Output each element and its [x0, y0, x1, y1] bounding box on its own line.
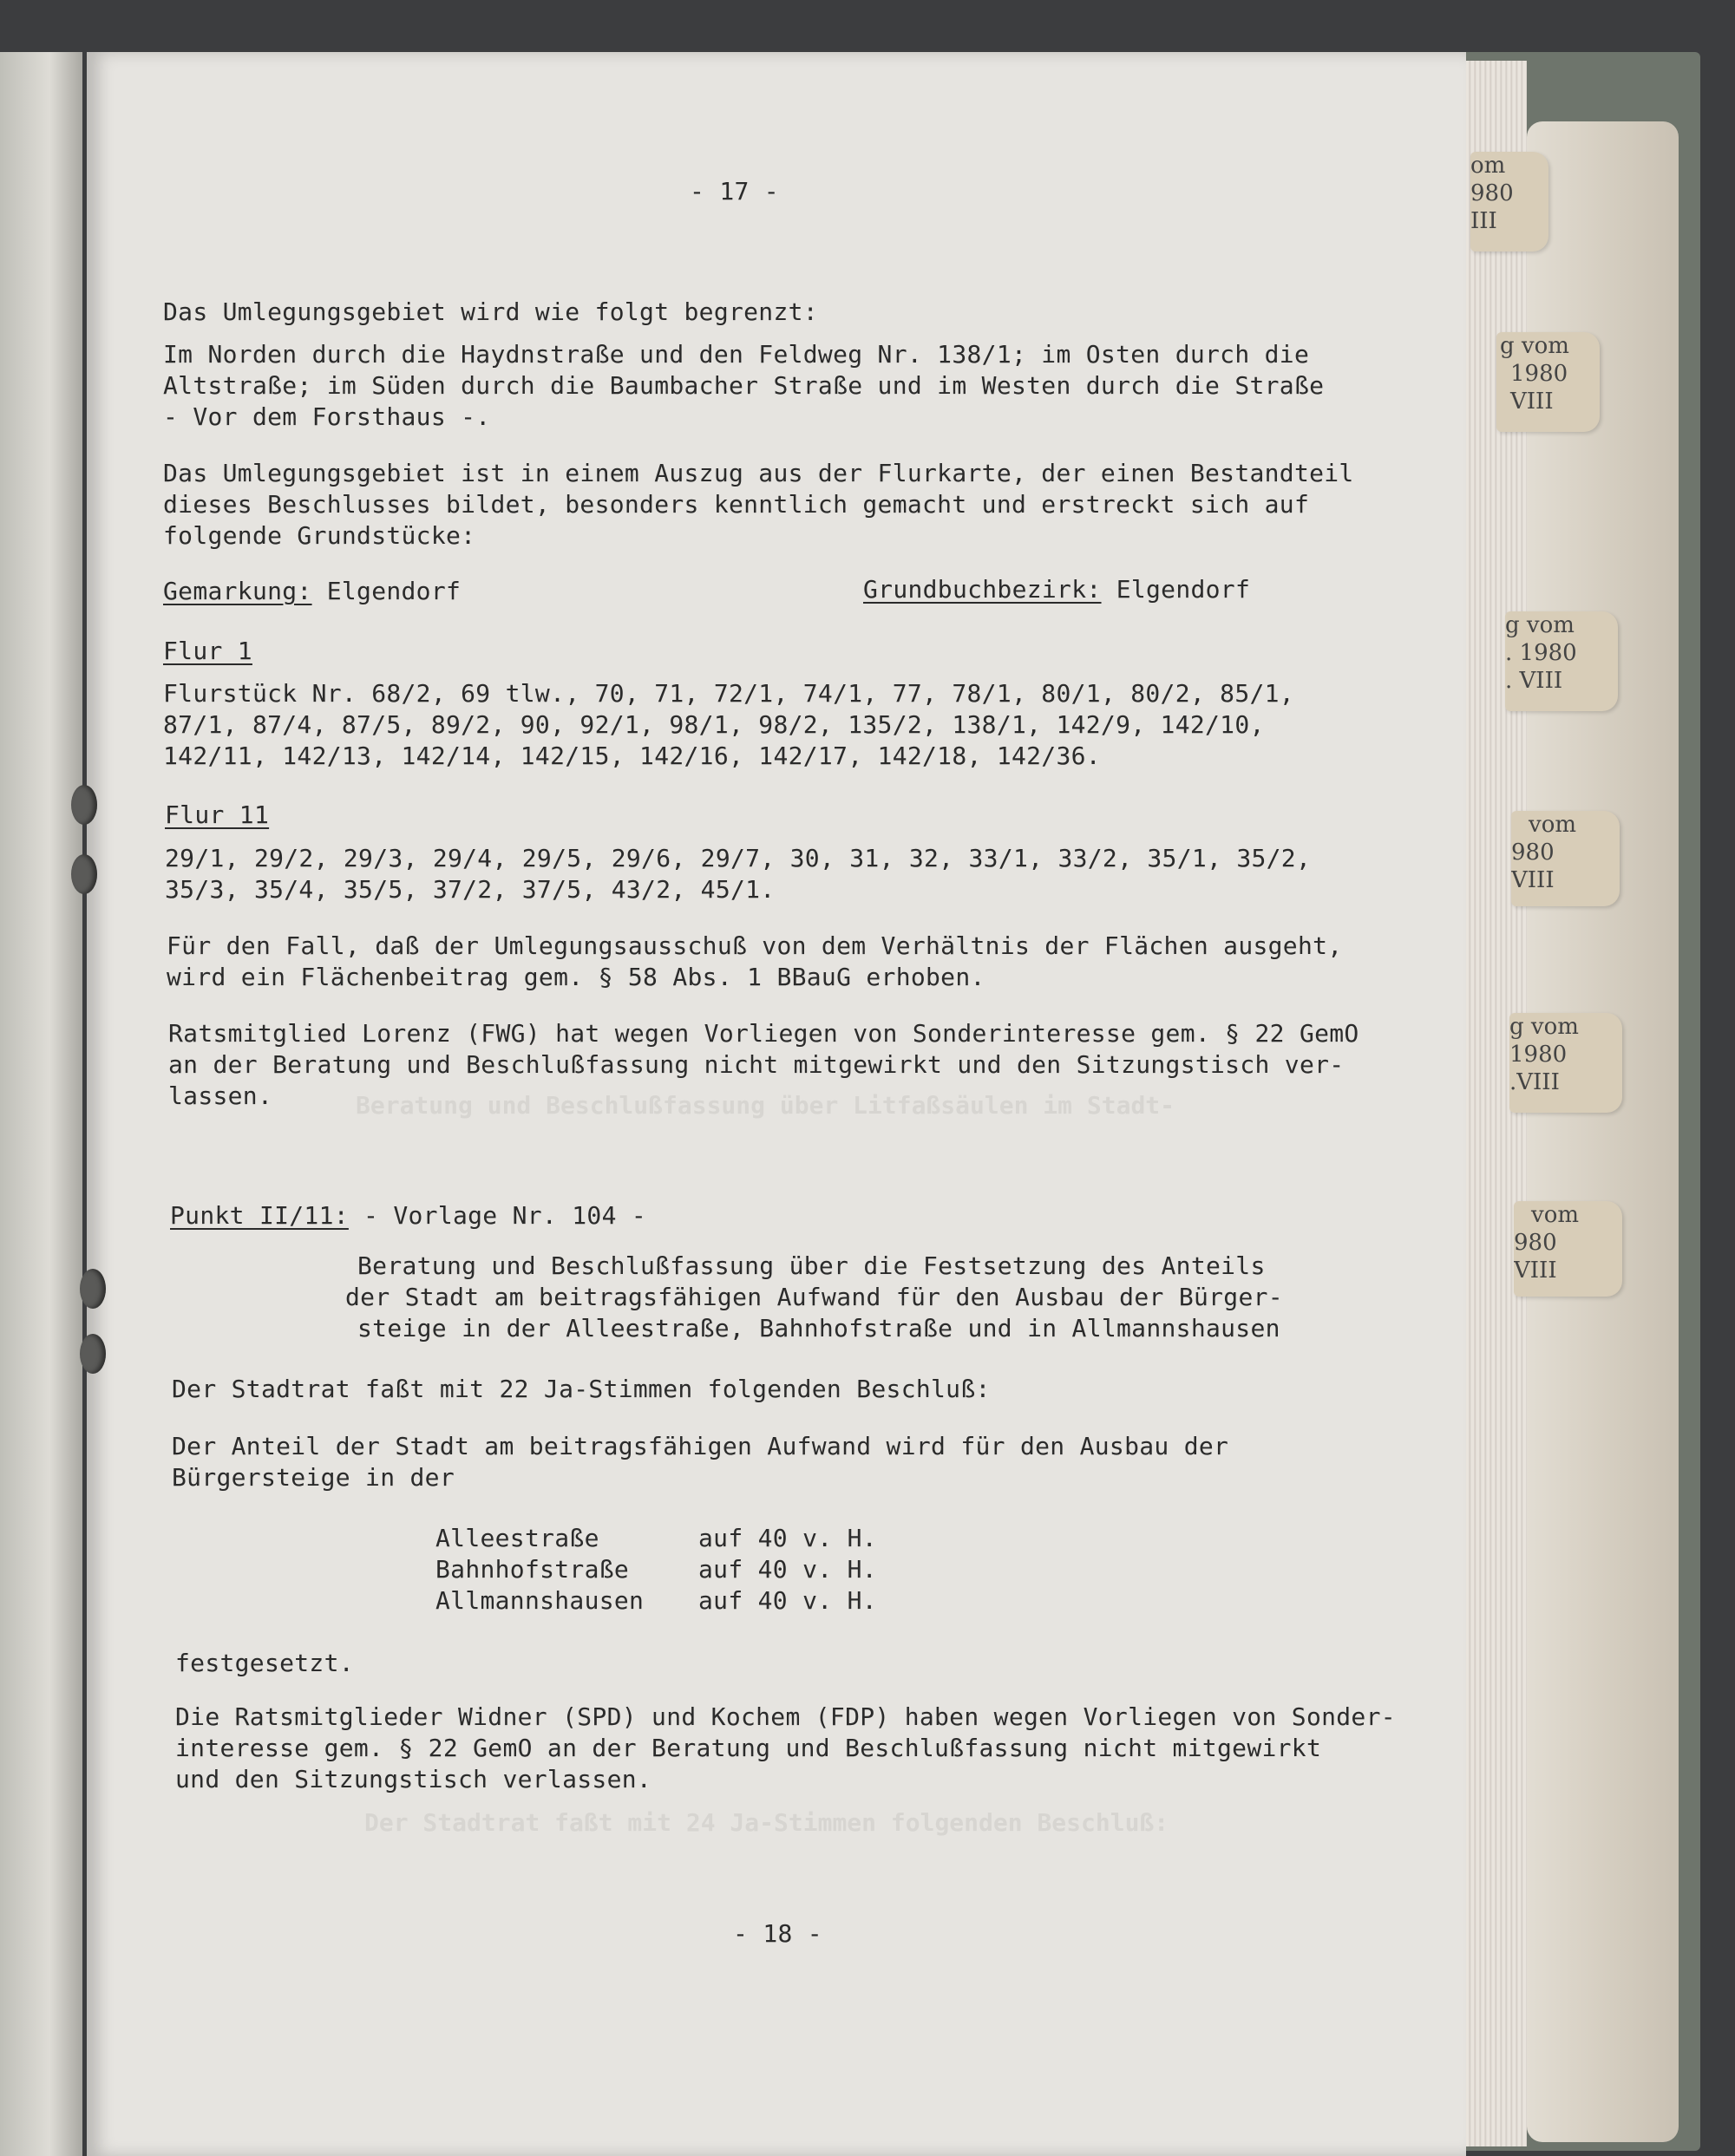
street-share: auf 40 v. H. — [698, 1524, 877, 1552]
tab-line: III — [1470, 208, 1497, 234]
bleed-through-text: Der Stadtrat faßt mit 24 Ja-Stimmen folgenden Beschluß: — [364, 1808, 1169, 1837]
boundary-line: Altstraße; im Süden durch die Baumbacher Straße und im Westen durch die Straße — [163, 371, 1325, 400]
index-tab[interactable] — [1505, 611, 1618, 711]
tab-line: VIII — [1511, 867, 1555, 893]
tab-line: 1980 — [1510, 361, 1568, 387]
widner-line: Die Ratsmitglieder Widner (SPD) und Kochem (FDP) haben wegen Vorliegen von Sonder- — [175, 1702, 1396, 1731]
tab-line: 980 — [1470, 180, 1514, 206]
flur1-line: Flurstück Nr. 68/2, 69 tlw., 70, 71, 72/1, 74/1, 77, 78/1, 80/1, 80/2, 85/1, — [163, 679, 1294, 708]
gemarkung-label: Gemarkung: — [163, 577, 312, 605]
anteil-line: Bürgersteige in der — [172, 1463, 455, 1492]
tab-line: VIII — [1514, 1258, 1557, 1284]
anteil-line: Der Anteil der Stadt am beitragsfähigen Aufwand wird für den Ausbau der — [172, 1432, 1229, 1460]
street-share: auf 40 v. H. — [698, 1586, 877, 1615]
lorenz-line: Ratsmitglied Lorenz (FWG) hat wegen Vorliegen von Sonderinteresse gem. § 22 GemO — [168, 1019, 1359, 1048]
grundbuch-value: Elgendorf — [1101, 575, 1251, 604]
intro-line: Das Umlegungsgebiet wird wie folgt begrenzt: — [163, 297, 818, 326]
grundbuch-label: Grundbuchbezirk: — [863, 575, 1102, 604]
bleed-through-text: Beratung und Beschlußfassung über Litfaßsäulen im Stadt- — [356, 1091, 1175, 1120]
lorenz-line: lassen. — [168, 1081, 273, 1110]
widner-line: interesse gem. § 22 GemO an der Beratung und Beschlußfassung nicht mitgewirkt — [175, 1734, 1322, 1762]
widner-line: und den Sitzungstisch verlassen. — [175, 1765, 652, 1793]
street-name: Allmannshausen — [435, 1586, 645, 1615]
stadtrat-line: Der Stadtrat faßt mit 22 Ja-Stimmen folgenden Beschluß: — [172, 1375, 991, 1403]
extract-line: dieses Beschlusses bildet, besonders kenntlich gemacht und erstreckt sich auf — [163, 490, 1310, 519]
tab-line: . VIII — [1505, 668, 1563, 694]
boundary-line: Im Norden durch die Haydnstraße und den Feldweg Nr. 138/1; im Osten durch die — [163, 340, 1310, 369]
page-number-bottom: - 18 - — [733, 1919, 822, 1948]
tab-line: . 1980 — [1505, 640, 1577, 666]
street-share: auf 40 v. H. — [698, 1555, 877, 1584]
flaechen-line: wird ein Flächenbeitrag gem. § 58 Abs. 1 BBauG erhoben. — [167, 963, 985, 991]
punch-hole — [71, 854, 97, 894]
index-tab[interactable] — [1470, 152, 1548, 252]
punkt-value: - Vorlage Nr. 104 - — [348, 1201, 647, 1230]
tab-line: 980 — [1514, 1230, 1557, 1256]
flur11-line: 29/1, 29/2, 29/3, 29/4, 29/5, 29/6, 29/7, 30, 31, 32, 33/1, 33/2, 35/1, 35/2, — [165, 844, 1312, 872]
extract-line: folgende Grundstücke: — [163, 521, 476, 550]
street-name: Alleestraße — [435, 1524, 599, 1552]
tab-line: vom — [1531, 1202, 1579, 1228]
flur11-heading: Flur 11 — [165, 800, 270, 829]
festgesetzt-line: festgesetzt. — [175, 1649, 354, 1677]
punkt-label: Punkt II/11: — [170, 1201, 349, 1230]
tab-line: om — [1470, 153, 1506, 179]
gemarkung-row — [163, 576, 461, 607]
grundbuch-row — [863, 574, 1250, 605]
index-tab[interactable] — [1514, 1201, 1622, 1297]
tab-line: g vom — [1509, 1014, 1579, 1040]
punkt-subject-line: steige in der Alleestraße, Bahnhofstraße und in Allmannshausen — [357, 1314, 1280, 1343]
tab-line: VIII — [1510, 389, 1554, 415]
punch-hole — [80, 1334, 106, 1374]
flur1-line: 142/11, 142/13, 142/14, 142/15, 142/16, 142/17, 142/18, 142/36. — [163, 742, 1101, 770]
left-page-edge — [0, 52, 82, 2156]
index-tab[interactable] — [1511, 811, 1620, 906]
extract-line: Das Umlegungsgebiet ist in einem Auszug aus der Flurkarte, der einen Bestandteil — [163, 459, 1354, 487]
tab-line: g vom — [1500, 333, 1569, 359]
punkt-subject-line: Beratung und Beschlußfassung über die Festsetzung des Anteils — [357, 1251, 1266, 1280]
index-tab[interactable] — [1496, 332, 1600, 432]
tab-line: .VIII — [1509, 1069, 1560, 1095]
punch-hole — [80, 1269, 106, 1309]
page-number-top: - 17 - — [690, 177, 779, 206]
index-tab[interactable] — [1509, 1013, 1622, 1113]
flur1-line: 87/1, 87/4, 87/5, 89/2, 90, 92/1, 98/1, 98/2, 135/2, 138/1, 142/9, 142/10, — [163, 710, 1265, 739]
flur1-heading: Flur 1 — [163, 637, 252, 665]
tab-line: g vom — [1505, 612, 1575, 638]
lorenz-line: an der Beratung und Beschlußfassung nicht mitgewirkt und den Sitzungstisch ver- — [168, 1050, 1345, 1079]
punch-hole — [71, 785, 97, 825]
boundary-line: - Vor dem Forsthaus -. — [163, 402, 491, 431]
punkt-subject-line: der Stadt am beitragsfähigen Aufwand für den Ausbau der Bürger- — [345, 1283, 1283, 1311]
gemarkung-value: Elgendorf — [311, 577, 462, 605]
tab-line: 980 — [1511, 840, 1555, 866]
flur11-line: 35/3, 35/4, 35/5, 37/2, 37/5, 43/2, 45/1. — [165, 875, 776, 904]
tab-line: 1980 — [1509, 1042, 1568, 1068]
flaechen-line: Für den Fall, daß der Umlegungsausschuß von dem Verhältnis der Flächen ausgeht, — [167, 931, 1343, 960]
punkt-heading — [170, 1200, 646, 1232]
tab-line: vom — [1529, 812, 1576, 838]
street-name: Bahnhofstraße — [435, 1555, 630, 1584]
